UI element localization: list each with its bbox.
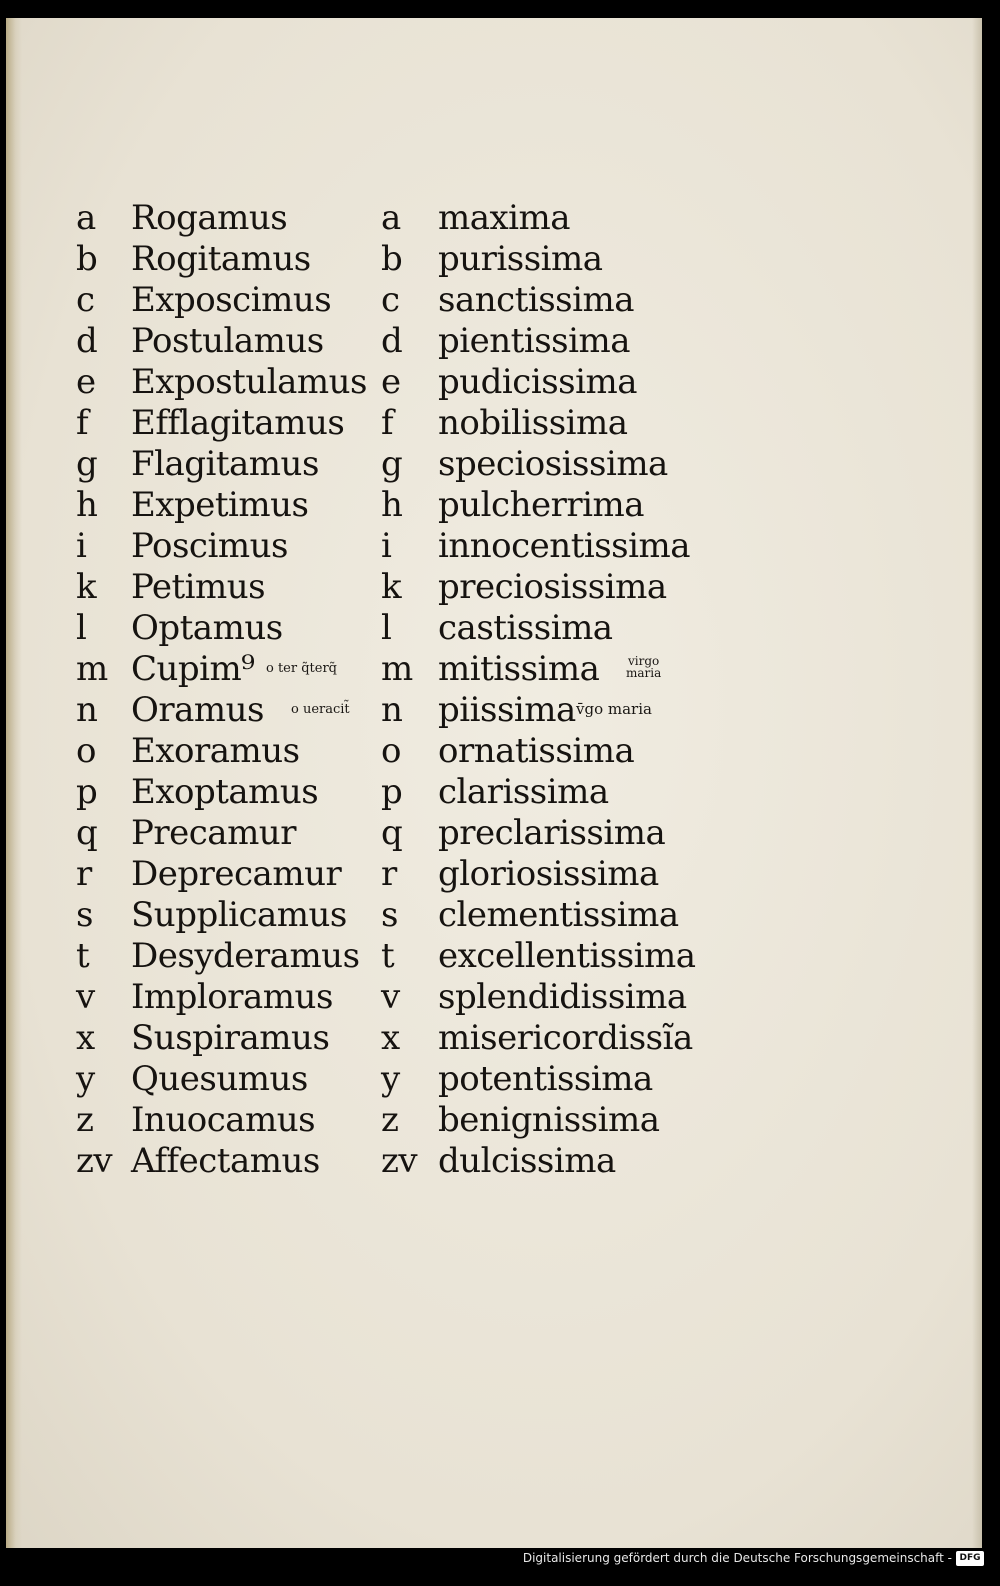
adjective-text: pudicissima (438, 362, 637, 402)
verb-text: Petimus (131, 567, 266, 607)
left-letter: x (76, 1018, 95, 1058)
table-row (76, 321, 716, 362)
right-letter: c (381, 280, 400, 320)
adjective-text: innocentissima (438, 526, 691, 566)
left-letter: o (76, 731, 96, 771)
verb-text: Expostulamus (131, 362, 367, 402)
right-letter: p (381, 772, 403, 812)
right-letter: e (381, 362, 401, 402)
verb-text: Expetimus (131, 485, 309, 525)
right-letter: r (381, 854, 397, 894)
left-letter: p (76, 772, 98, 812)
right-letter: n (381, 690, 403, 730)
adjective-text: sanctissima (438, 280, 634, 320)
verb-text: Supplicamus (131, 895, 347, 935)
table-row (76, 1018, 716, 1059)
table-row (76, 772, 716, 813)
left-letter: b (76, 239, 98, 279)
table-row (76, 690, 716, 731)
adjective-text: castissima (438, 608, 613, 648)
marginal-note: v̄go maria (576, 700, 652, 718)
left-letter: e (76, 362, 96, 402)
right-letter: k (381, 567, 402, 607)
adjective-text: piissima (438, 690, 576, 730)
right-letter: l (381, 608, 392, 648)
interlinear-note: o ter q̃terq̃ (266, 661, 337, 676)
table-row (76, 813, 716, 854)
left-letter: c (76, 280, 95, 320)
verb-text: Affectamus (131, 1141, 320, 1181)
table-row (76, 854, 716, 895)
verb-text: Desyderamus (131, 936, 360, 976)
right-letter: y (381, 1059, 400, 1099)
table-row (76, 977, 716, 1018)
verb-text: Postulamus (131, 321, 324, 361)
table-row (76, 608, 716, 649)
right-letter: o (381, 731, 401, 771)
left-letter: zv (76, 1141, 113, 1181)
table-row (76, 649, 716, 690)
adjective-text: ornatissima (438, 731, 635, 771)
adjective-text: dulcissima (438, 1141, 616, 1181)
left-letter: d (76, 321, 98, 361)
left-letter: f (76, 403, 89, 443)
verb-text: Precamur (131, 813, 296, 853)
marginal-note-line: maria (626, 666, 662, 680)
adjective-text: benignissima (438, 1100, 660, 1140)
verb-text: Rogitamus (131, 239, 311, 279)
left-letter: l (76, 608, 87, 648)
right-letter: v (381, 977, 400, 1017)
verb-text: Poscimus (131, 526, 288, 566)
table-row (76, 895, 716, 936)
table-row (76, 403, 716, 444)
verb-text: Inuocamus (131, 1100, 316, 1140)
verb-text: Exoramus (131, 731, 300, 771)
marginal-note (626, 655, 661, 679)
verb-text: Deprecamur (131, 854, 342, 894)
adjective-text: preciosissima (438, 567, 667, 607)
page-edge (972, 18, 982, 1548)
funding-credit: Digitalisierung gefördert durch die Deutsche Forschungsgemeinschaft - (522, 1551, 952, 1565)
table-row (76, 198, 716, 239)
table-row (76, 444, 716, 485)
left-letter: y (76, 1059, 95, 1099)
right-letter: zv (381, 1141, 418, 1181)
right-letter: a (381, 198, 401, 238)
adjective-text: pulcherrima (438, 485, 644, 525)
verb-text: Optamus (131, 608, 283, 648)
left-letter: t (76, 936, 90, 976)
left-letter: s (76, 895, 93, 935)
left-letter: v (76, 977, 95, 1017)
text-block (76, 198, 716, 1198)
right-letter: s (381, 895, 398, 935)
verb-text: Flagitamus (131, 444, 319, 484)
verb-text: Imploramus (131, 977, 333, 1017)
right-letter: b (381, 239, 403, 279)
right-letter: q (381, 813, 403, 853)
table-row (76, 567, 716, 608)
adjective-text: preclarissima (438, 813, 666, 853)
book-page (6, 18, 982, 1548)
verb-text: Quesumus (131, 1059, 308, 1099)
adjective-text: purissima (438, 239, 603, 279)
table-row (76, 1059, 716, 1100)
adjective-text: misericordissĩa (438, 1018, 693, 1058)
verb-text: Suspiramus (131, 1018, 330, 1058)
verb-text: Oramus (131, 690, 264, 730)
table-row (76, 485, 716, 526)
interlinear-note: o ueracit̃ (291, 702, 350, 717)
verb-text: Efflagitamus (131, 403, 345, 443)
table-row (76, 362, 716, 403)
adjective-text: speciosissima (438, 444, 668, 484)
adjective-text: mitissima (438, 649, 600, 689)
right-letter: z (381, 1100, 399, 1140)
right-letter: t (381, 936, 395, 976)
left-letter: h (76, 485, 98, 525)
adjective-text: gloriosissima (438, 854, 659, 894)
adjective-text: clarissima (438, 772, 609, 812)
verb-text: Exposcimus (131, 280, 332, 320)
adjective-text: pientissima (438, 321, 630, 361)
left-letter: r (76, 854, 92, 894)
table-row (76, 1100, 716, 1141)
left-letter: z (76, 1100, 94, 1140)
adjective-text: splendidissima (438, 977, 687, 1017)
right-letter: g (381, 444, 403, 484)
adjective-text: potentissima (438, 1059, 653, 1099)
left-letter: n (76, 690, 98, 730)
right-letter: f (381, 403, 394, 443)
adjective-text: clementissima (438, 895, 679, 935)
left-letter: i (76, 526, 87, 566)
left-letter: q (76, 813, 98, 853)
verb-text: Rogamus (131, 198, 288, 238)
left-letter: k (76, 567, 97, 607)
page-gutter (6, 18, 22, 1548)
right-letter: i (381, 526, 392, 566)
right-letter: x (381, 1018, 400, 1058)
dfg-logo: DFG (956, 1551, 984, 1566)
adjective-text: maxima (438, 198, 571, 238)
adjective-text: excellentissima (438, 936, 696, 976)
marginal-note-line: virgo (628, 654, 660, 668)
verb-text: Cupim⁹ (131, 649, 255, 689)
table-row (76, 1141, 716, 1182)
right-letter: d (381, 321, 403, 361)
left-letter: g (76, 444, 98, 484)
right-letter: m (381, 649, 413, 689)
table-row (76, 280, 716, 321)
right-letter: h (381, 485, 403, 525)
left-letter: m (76, 649, 108, 689)
table-row (76, 731, 716, 772)
verb-text: Exoptamus (131, 772, 319, 812)
table-row (76, 239, 716, 280)
table-row (76, 526, 716, 567)
table-row (76, 936, 716, 977)
adjective-text: nobilissima (438, 403, 628, 443)
left-letter: a (76, 198, 96, 238)
